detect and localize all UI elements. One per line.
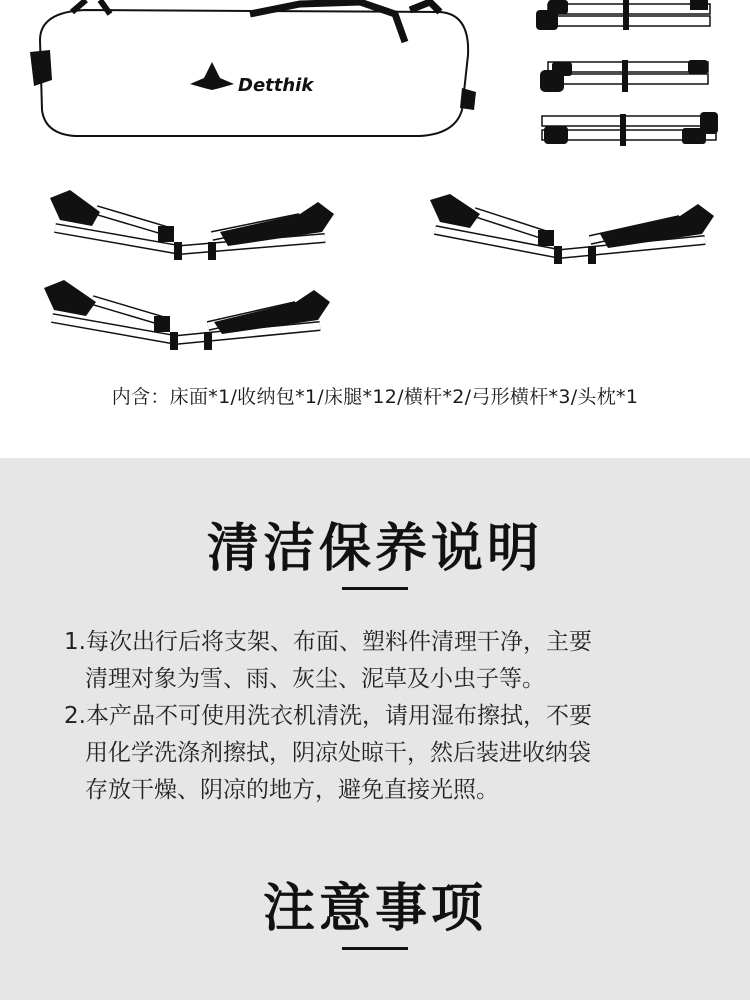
care-instructions [64, 624, 704, 809]
product-parts-panel [0, 0, 750, 458]
crossbar-bundle-1 [536, 0, 710, 30]
bed-leg-set-1 [50, 190, 334, 260]
notice-title: 注意事项 [262, 879, 487, 939]
bed-leg-set-2 [430, 194, 714, 264]
notice-title-divider [342, 947, 408, 950]
bed-leg-set-3 [44, 280, 330, 350]
care-line-4: 用化学洗涤剂擦拭，阴凉处晾干，然后装进收纳袋 [85, 740, 591, 766]
care-title-divider [342, 587, 408, 590]
care-line-2: 清理对象为雪、雨、灰尘、泥草及小虫子等。 [85, 666, 545, 692]
care-line-1: 1.每次出行后将支架、布面、塑料件清理干净，主要 [64, 629, 592, 655]
package-contents-text: 内含：床面*1/收纳包*1/床腿*12/横杆*2/弓形横杆*3/头枕*1 [111, 386, 639, 408]
brand-logo-text: Detthik [238, 75, 314, 96]
care-line-3: 2.本产品不可使用洗衣机清洗，请用湿布擦拭，不要 [64, 703, 592, 729]
care-title: 清洁保养说明 [206, 519, 543, 579]
crossbar-bundle-3 [542, 112, 718, 146]
care-line-5: 存放干燥、阴凉的地方，避免直接光照。 [85, 777, 499, 803]
storage-bag-illustration [30, 0, 476, 136]
crossbar-bundle-2 [540, 60, 708, 92]
